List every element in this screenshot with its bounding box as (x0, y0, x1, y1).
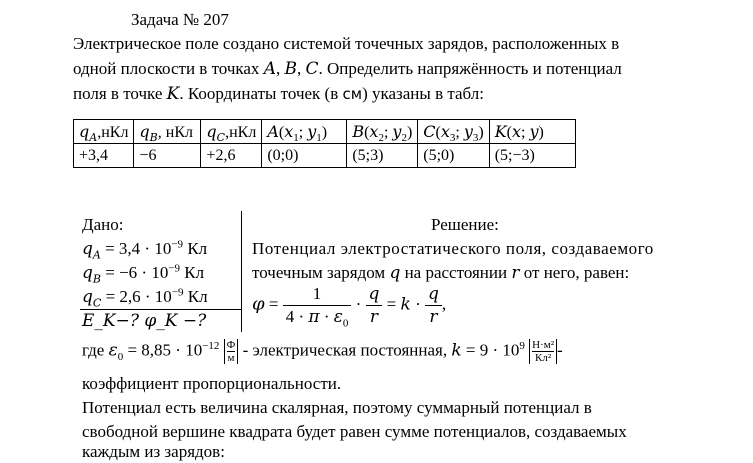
k-exp: 9 (519, 339, 525, 352)
given-qB-value: = −6 · 10 (105, 263, 169, 282)
given-qB: $q_B = -6 \cdot 10^{-9}$ Кл (82, 262, 205, 286)
eps-line: где $\varepsilon_0 = 8,85 \cdot 10^{-12}$ Ф м - электрическая постоянная, $k = 9 \cdot 10^9$ Н·м² Кл² - (82, 339, 563, 364)
formula-fraction-2: $\frac{q}{r}$ (366, 283, 383, 328)
given-qC-exp: −9 (171, 286, 184, 299)
cell-K: (5;−3) (489, 144, 575, 168)
given-qA-exp: −9 (171, 238, 184, 251)
eps-description: - электрическая постоянная, (242, 340, 448, 360)
header-K: K(x; y) (489, 120, 575, 144)
given-qB-unit: Кл (184, 263, 205, 282)
given-qA-unit: Кл (187, 239, 208, 258)
k-value: = 9 · 10 (465, 340, 520, 360)
paragraph-line-2: свободной вершине квадрата будет равен сумме потенциалов, создаваемых (82, 422, 627, 441)
eps-prefix: где (82, 340, 105, 360)
solution-line-1: Потенциал электростатического поля, создаваемого (252, 239, 654, 258)
header-B: $B(x_2$; $y_2$) (347, 120, 418, 144)
statement-line-1 (73, 33, 619, 55)
k-tail: - (557, 340, 563, 360)
statement-text-3: . Определить напряжённость и потенциал (318, 59, 622, 78)
eps-value: = 8,85 · 10 (127, 340, 203, 360)
formula-fraction-3: $\frac{q}{r}$ (425, 283, 442, 328)
paragraph-line-1: Потенциал есть величина скалярная, поэтому суммарный потенциал в (82, 398, 592, 417)
table-header-row (74, 120, 576, 144)
given-heading: Дано: (82, 215, 124, 234)
header-qC: $q_C,нКл$ (201, 120, 262, 144)
given-qC-unit: Кл (187, 287, 208, 306)
given-qB-exp: −9 (168, 262, 181, 275)
paragraph-line-3: каждым из зарядов: (82, 442, 225, 461)
statement-text-1: Электрическое поле создано системой точечных зарядов, расположенных в (73, 34, 620, 53)
given-divider (241, 211, 242, 332)
given-find: E_K−? φ_K −? (82, 311, 207, 331)
statement-line-3: поля в точке K. Координаты точек (в см) указаны в табл: (73, 84, 484, 104)
header-qA: $q_A,нКл$ (74, 120, 134, 144)
given-qA-value: = 3,4 · 10 (105, 239, 172, 258)
header-qB: $q_B$, нКл (134, 120, 201, 144)
unit-cm: см (342, 85, 363, 103)
solution-line-2a: точечным зарядом (252, 263, 386, 282)
statement-text-6: ) указаны в табл: (362, 84, 484, 103)
given-qA: $q_A = 3,4 \cdot 10^{-9}$ Кл (82, 238, 208, 262)
eps-unit-bracket: Ф м (224, 339, 239, 364)
table-row (74, 144, 576, 168)
coordinates-table (73, 119, 576, 168)
header-A: $A(x_1$; $y_1$) (262, 120, 347, 144)
solution-heading: Решение: (431, 215, 499, 234)
solution-line-2c: от него, равен: (523, 263, 630, 282)
problem-title: Задача № 207 (131, 10, 229, 29)
statement-text-2: одной плоскости в точках (73, 59, 260, 78)
solution-line-2: точечным зарядом q на расстоянии r от него, равен: (252, 263, 630, 283)
cell-A: (0;0) (262, 144, 347, 168)
formula-fraction-1: $\frac{1}{4 \cdot \pi \cdot \varepsilon_0}$ (283, 283, 352, 328)
solution-line-2b: на расстоянии (404, 263, 508, 282)
statement-text-5: . Координаты точек (в (179, 84, 339, 103)
potential-formula: φ = $\frac{1}{4 \cdot \pi \cdot \varepsilon_0}$ · $\frac{q}{r}$ = k · $\frac{q}{r}$ , (252, 284, 447, 330)
cell-qC: +2,6 (201, 144, 262, 168)
cell-qB: −6 (134, 144, 201, 168)
given-qC: $q_C = 2,6 \cdot 10^{-9}$ Кл (82, 286, 208, 310)
eps-exp: −12 (202, 339, 220, 352)
given-qC-value: = 2,6 · 10 (105, 287, 172, 306)
statement-text-4: поля в точке (73, 84, 163, 103)
header-C: $C(x_3$; $y_3$) (418, 120, 489, 144)
statement-line-2: одной плоскости в точках A, B, C. Определить напряжённость и потенциал (73, 59, 622, 79)
cell-B: (5;3) (347, 144, 418, 168)
k-unit-bracket: Н·м² Кл² (529, 339, 557, 364)
cell-qA: +3,4 (74, 144, 134, 168)
coef-line: коэффициент пропорциональности. (82, 374, 342, 393)
cell-C: (5;0) (418, 144, 489, 168)
